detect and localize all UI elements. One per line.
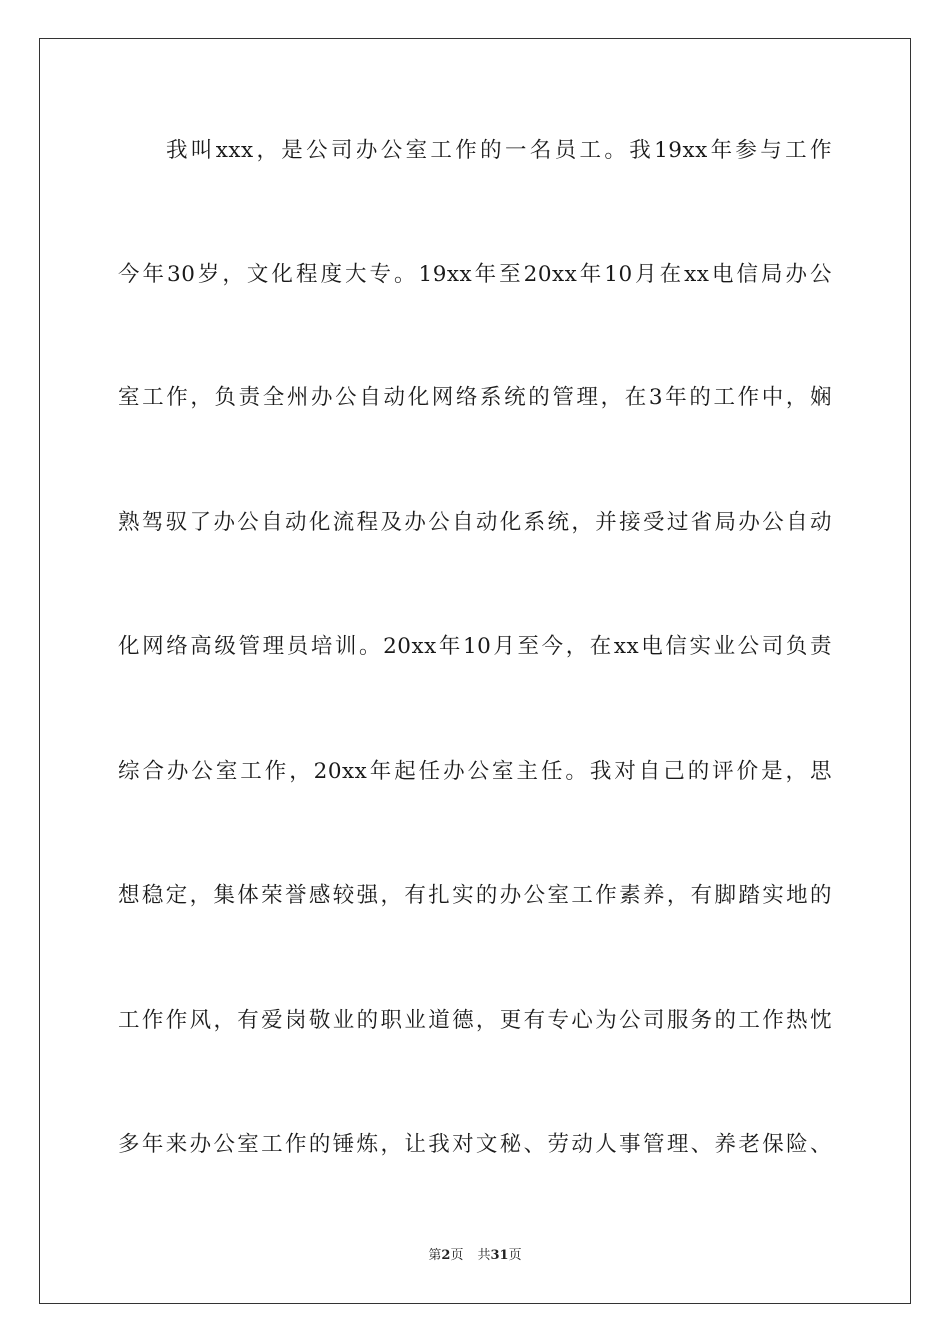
- paragraph-line-9: 多年来办公室工作的锤炼，让我对文秘、劳动人事管理、养老保险、: [118, 1132, 832, 1157]
- paragraph-line-4: 熟驾驭了办公自动化流程及办公自动化系统，并接受过省局办公自动: [118, 510, 832, 535]
- total-prefix: 共: [477, 1248, 491, 1263]
- paragraph-line-6: 综合办公室工作，20xx年起任办公室主任。我对自己的评价是，思: [118, 759, 832, 784]
- paragraph-line-7: 想稳定，集体荣誉感较强，有扎实的办公室工作素养，有脚踏实地的: [118, 883, 832, 908]
- page-suffix: 页: [450, 1248, 464, 1263]
- paragraph-line-3: 室工作，负责全州办公自动化网络系统的管理，在3年的工作中，娴: [118, 385, 832, 410]
- paragraph-line-2: 今年30岁，文化程度大专。19xx年至20xx年10月在xx电信局办公: [118, 262, 832, 287]
- paragraph-line-1: 我叫xxx，是公司办公室工作的一名员工。我19xx年参与工作: [166, 138, 832, 163]
- page-footer: [0, 1248, 950, 1264]
- page-prefix: 第: [428, 1248, 442, 1263]
- paragraph-line-8: 工作作风，有爱岗敬业的职业道德，更有专心为公司服务的工作热忱: [118, 1008, 832, 1033]
- total-suffix: 页: [508, 1248, 522, 1263]
- page-number: 2: [441, 1248, 451, 1263]
- page-border: [39, 38, 911, 1304]
- total-pages: 31: [490, 1248, 509, 1263]
- paragraph-line-5: 化网络高级管理员培训。20xx年10月至今，在xx电信实业公司负责: [118, 634, 832, 659]
